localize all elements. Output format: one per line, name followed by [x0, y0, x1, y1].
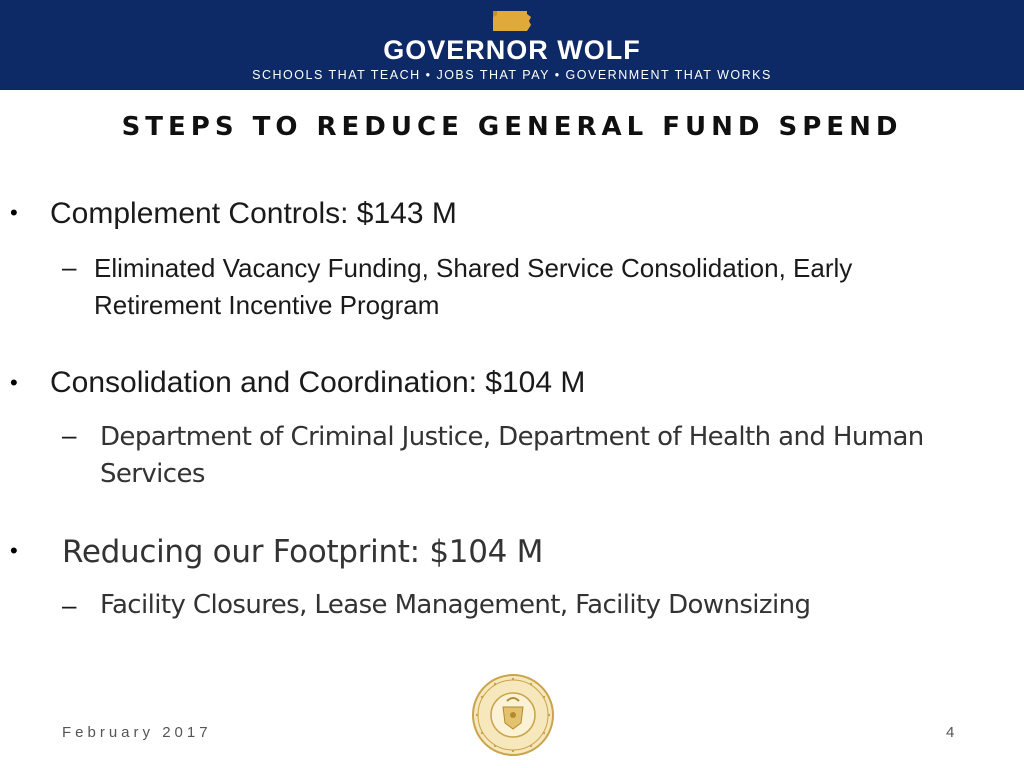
dash-icon: – [62, 252, 77, 282]
pennsylvania-state-icon [491, 9, 533, 35]
brand-tagline: SCHOOLS THAT TEACH • JOBS THAT PAY • GOVERNMENT THAT WORKS [252, 68, 772, 82]
detail-line: Department of Criminal Justice, Department of Health and Human [100, 422, 924, 452]
commonwealth-seal-icon [471, 673, 555, 757]
item-heading-complement-controls: Complement Controls: $143 M [50, 197, 457, 230]
item-detail-footprint [100, 587, 940, 624]
detail-line: Services [100, 459, 205, 489]
item-detail-consolidation [100, 419, 940, 493]
item-heading-footprint: Reducing our Footprint: $104 M [62, 534, 544, 570]
dash-icon: – [62, 590, 77, 620]
footer-date: February 2017 [62, 724, 212, 741]
detail-line: Eliminated Vacancy Funding, Shared Service Consolidation, Early [94, 253, 853, 283]
header-banner [0, 0, 1024, 90]
bullet-icon: • [10, 370, 18, 395]
dash-icon: – [62, 420, 77, 450]
item-heading-consolidation: Consolidation and Coordination: $104 M [50, 366, 586, 399]
slide-title: STEPS TO REDUCE GENERAL FUND SPEND [121, 112, 903, 142]
bullet-icon: • [10, 538, 18, 563]
detail-line: Retirement Incentive Program [94, 290, 440, 320]
bullet-icon: • [10, 200, 18, 225]
page-number: 4 [946, 724, 955, 741]
item-detail-complement-controls [94, 250, 934, 324]
brand-title: GOVERNOR WOLF [383, 35, 641, 65]
detail-line: Facility Closures, Lease Management, Facility Downsizing [100, 590, 811, 620]
